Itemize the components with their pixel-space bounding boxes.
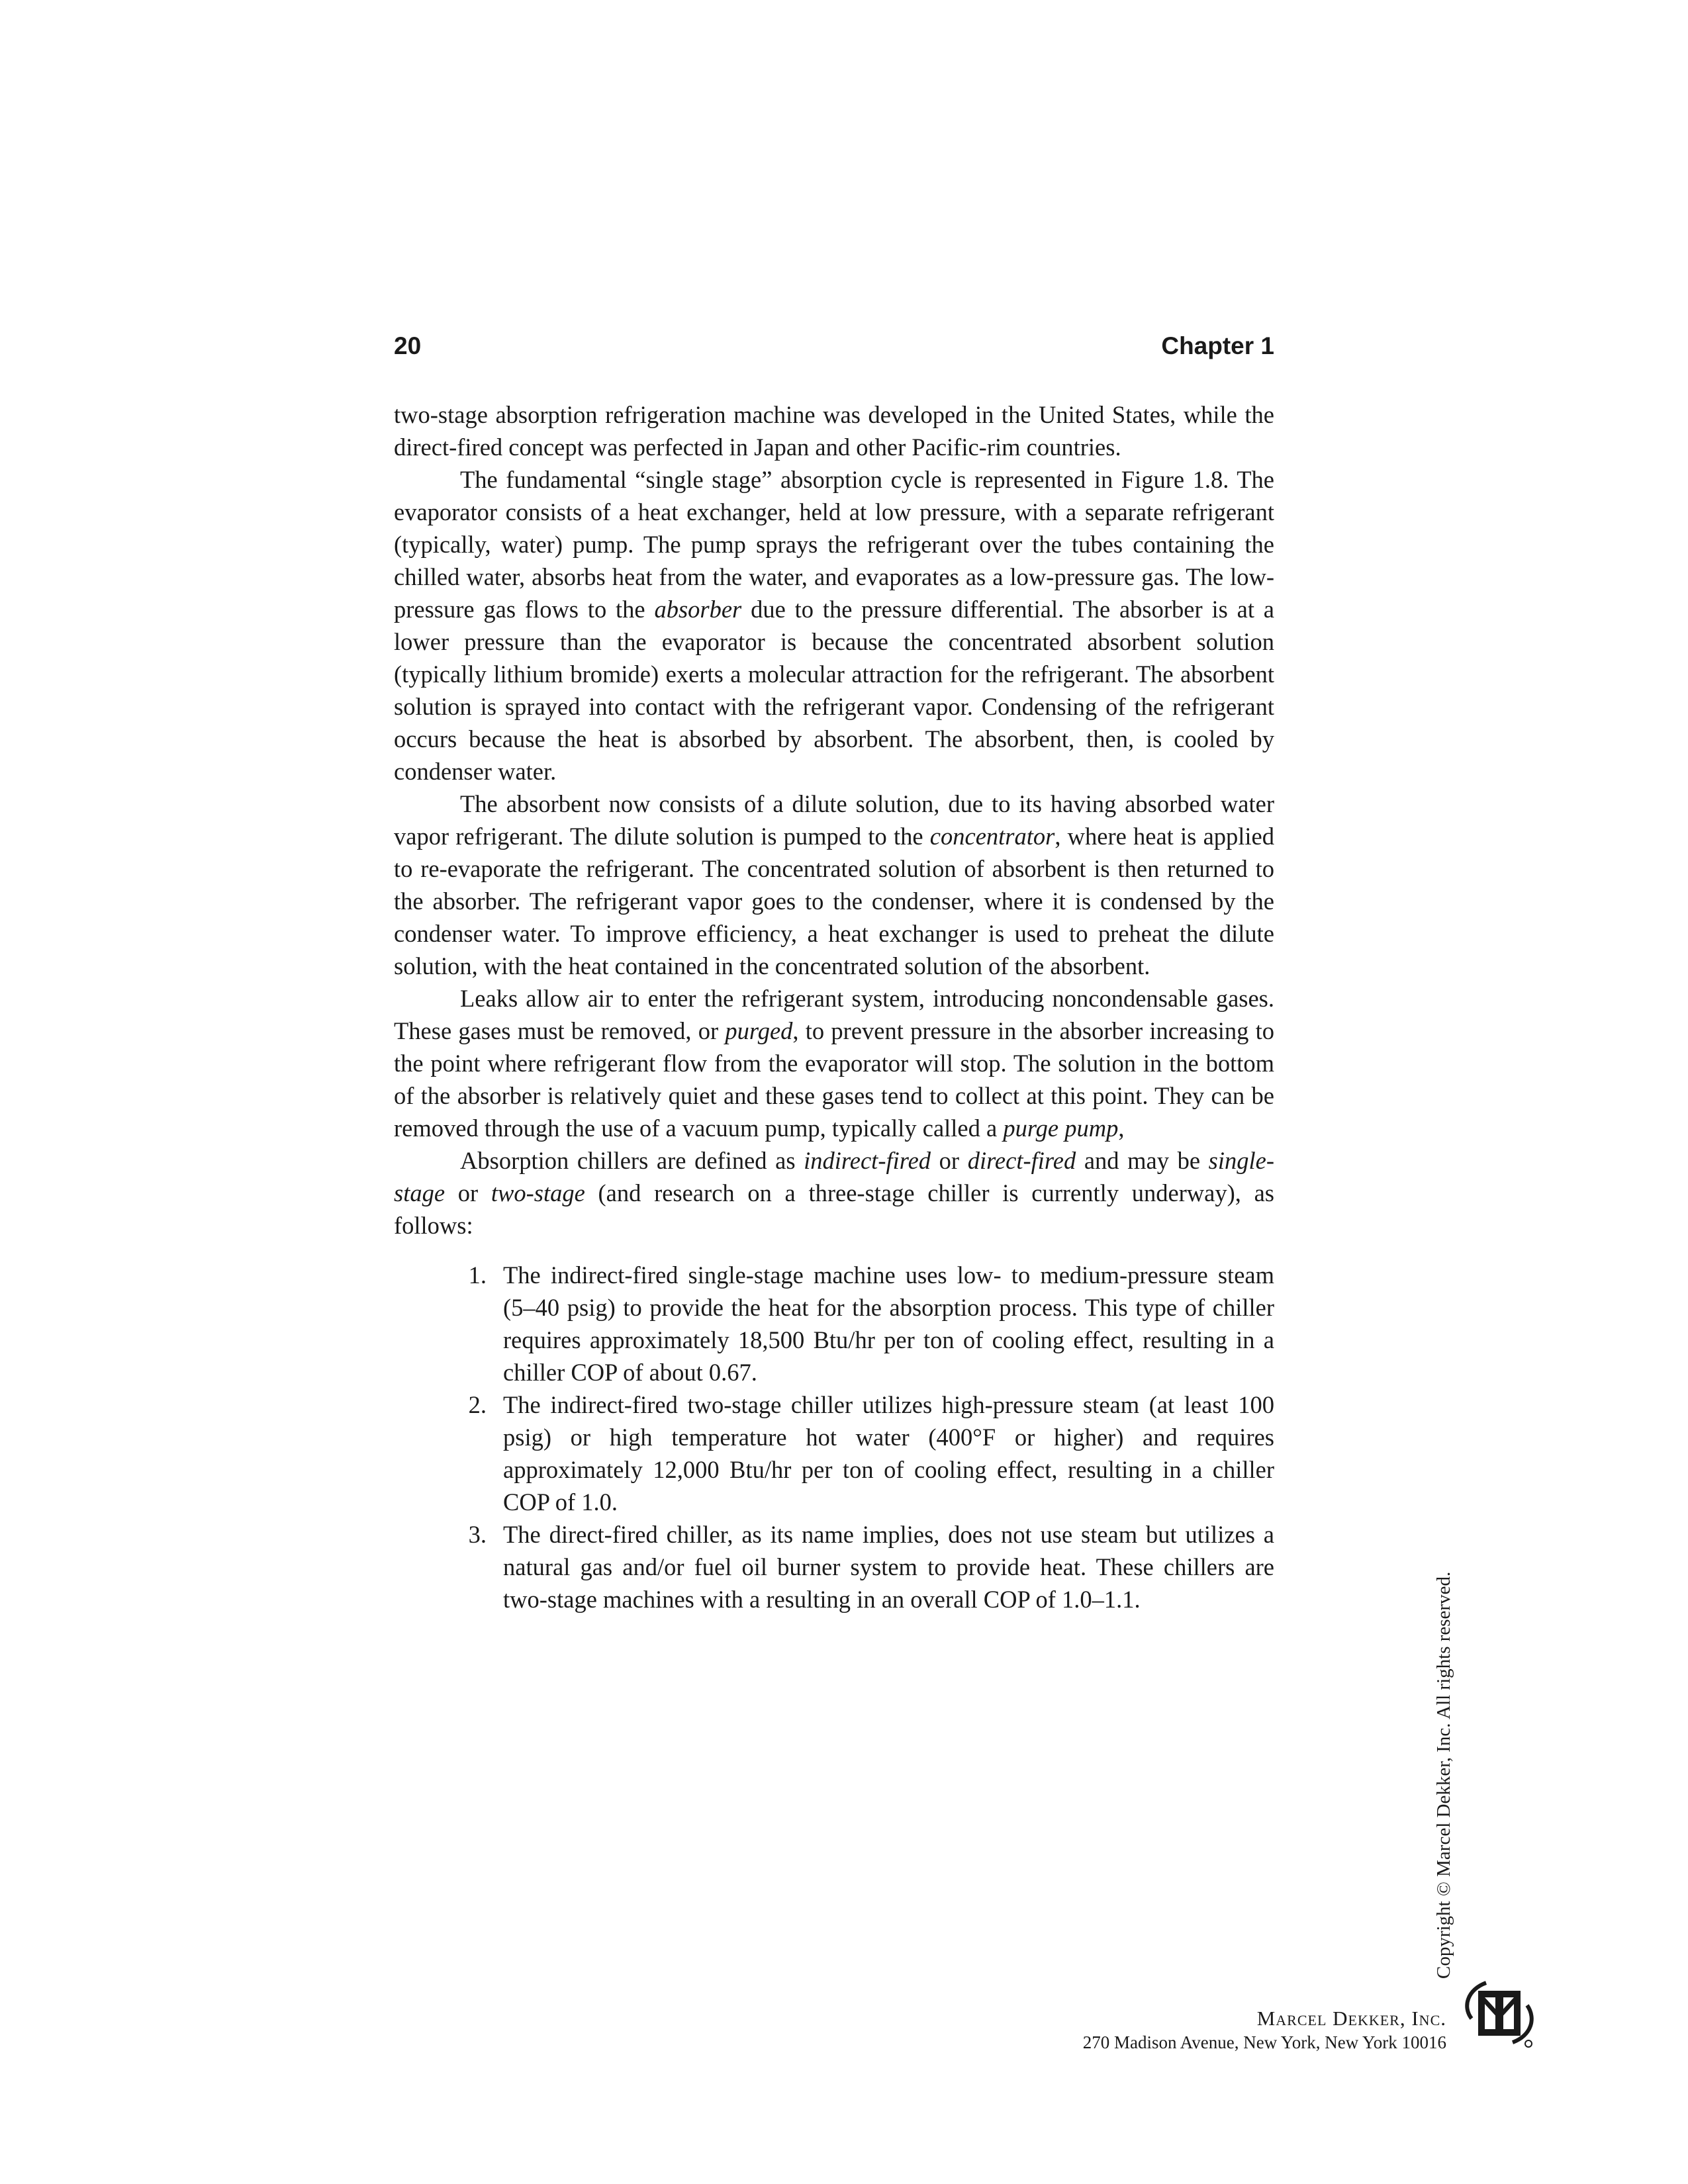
publisher-logo-icon (1460, 1972, 1539, 2052)
italic-term: single-stage (394, 1147, 1274, 1206)
list-number: 2. (468, 1391, 487, 1418)
text-run: (and research on a three-stage chiller is currently underway), as follows: (394, 1179, 1275, 1239)
numbered-list (394, 1259, 1274, 1615)
italic-term: two-stage (491, 1179, 585, 1206)
list-number: 3. (468, 1521, 487, 1548)
text-run: or (931, 1147, 968, 1174)
chapter-title: Chapter 1 (1161, 332, 1274, 359)
page-number: 20 (394, 332, 422, 359)
paragraph (394, 788, 1274, 982)
text-run: and may be (1076, 1147, 1209, 1174)
italic-term: purged (725, 1017, 793, 1044)
running-head (394, 332, 1274, 372)
text-run: The absorbent now consists of a dilute solution, due to its having absorbed water vapor refrigerant. The dilute solution is pumped to the (394, 790, 1274, 850)
text-run: , to prevent pressure in the absorber increasing to the point where refrigerant flow from the evaporator will stop. The solution in the bottom of the absorber is relatively quiet and these gases tend to collect at this point. They can be removed through the use of a vacuum pump, typically called a (394, 1017, 1274, 1142)
list-number: 1. (468, 1261, 487, 1289)
list-item (394, 1518, 1274, 1615)
paragraph (394, 982, 1274, 1144)
text-run: Leaks allow air to enter the refrigerant system, introducing noncondensable gases. These gases must be removed, or (394, 985, 1274, 1044)
italic-term: indirect-fired (804, 1147, 931, 1174)
text-run: Absorption chillers are defined as (460, 1147, 804, 1174)
paragraph (394, 463, 1274, 788)
body-text (394, 398, 1274, 1615)
paragraph (394, 398, 1274, 463)
text-run: due to the pressure differential. The absorber is at a lower pressure than the evaporator is because the concentrated absorbent solution (typically lithium bromide) exerts a molecular attraction for the refrigerant. The absorbent solution is sprayed into contact with the refrigerant vapor. Condensing of the refrigerant occurs because the heat is absorbed by absorbent. The absorbent, then, is cooled by condenser water. (394, 596, 1274, 785)
list-text: The indirect-fired single-stage machine uses low- to medium-pressure steam (5–40 psig) to provide the heat for the absorption process. This type of chiller requires approximately 18,500 Btu/hr per ton of cooling effect, resulting in a chiller COP of about 0.67. (503, 1261, 1274, 1386)
paragraph (394, 1144, 1274, 1242)
italic-term: direct-fired (967, 1147, 1076, 1174)
list-item (394, 1259, 1274, 1388)
text-run: , (1118, 1115, 1125, 1142)
text-run: , where heat is applied to re-evaporate the refrigerant. The concentrated solution of absorbent is then returned to the absorber. The refrigerant vapor goes to the condenser, where it is condensed by the condenser water. To improve efficiency, a heat exchanger is used to preheat the dilute solution, with the heat contained in the concentrated solution of the absorbent. (394, 823, 1275, 979)
text-run: two-stage absorption refrigeration machine was developed in the United States, while the direct-fired concept was perfected in Japan and other Pacific-rim countries. (394, 401, 1274, 461)
list-text: The direct-fired chiller, as its name implies, does not use steam but utilizes a natural gas and/or fuel oil burner system to provide heat. These chillers are two-stage machines with a resulting in an overall COP of 1.0–1.1. (503, 1521, 1274, 1613)
copyright-notice: Copyright © Marcel Dekker, Inc. All rights reserved. (1433, 1571, 1454, 1979)
publisher-address: 270 Madison Avenue, New York, New York 10016 (1082, 2032, 1446, 2052)
list-item (394, 1388, 1274, 1518)
publisher-name: Marcel Dekker, Inc. (1256, 2007, 1446, 2030)
italic-term: concentrator (929, 823, 1055, 850)
text-run: or (445, 1179, 491, 1206)
italic-term: absorber (654, 596, 742, 623)
italic-term: purge pump (1003, 1115, 1119, 1142)
text-run: The fundamental “single stage” absorption cycle is represented in Figure 1.8. The evaporator consists of a heat exchanger, held at low pressure, with a separate refrigerant (typically, water) pump. The pump sprays the refrigerant over the tubes containing the chilled water, absorbs heat from the water, and evaporates as a low-pressure gas. The low-pressure gas flows to the (394, 466, 1274, 623)
publisher-imprint (1083, 2007, 1446, 2054)
list-text: The indirect-fired two-stage chiller utilizes high-pressure steam (at least 100 psig) or high temperature hot water (400°F or higher) and requires approximately 12,000 Btu/hr per ton of cooling effect, resulting in a chiller COP of 1.0. (503, 1391, 1274, 1516)
